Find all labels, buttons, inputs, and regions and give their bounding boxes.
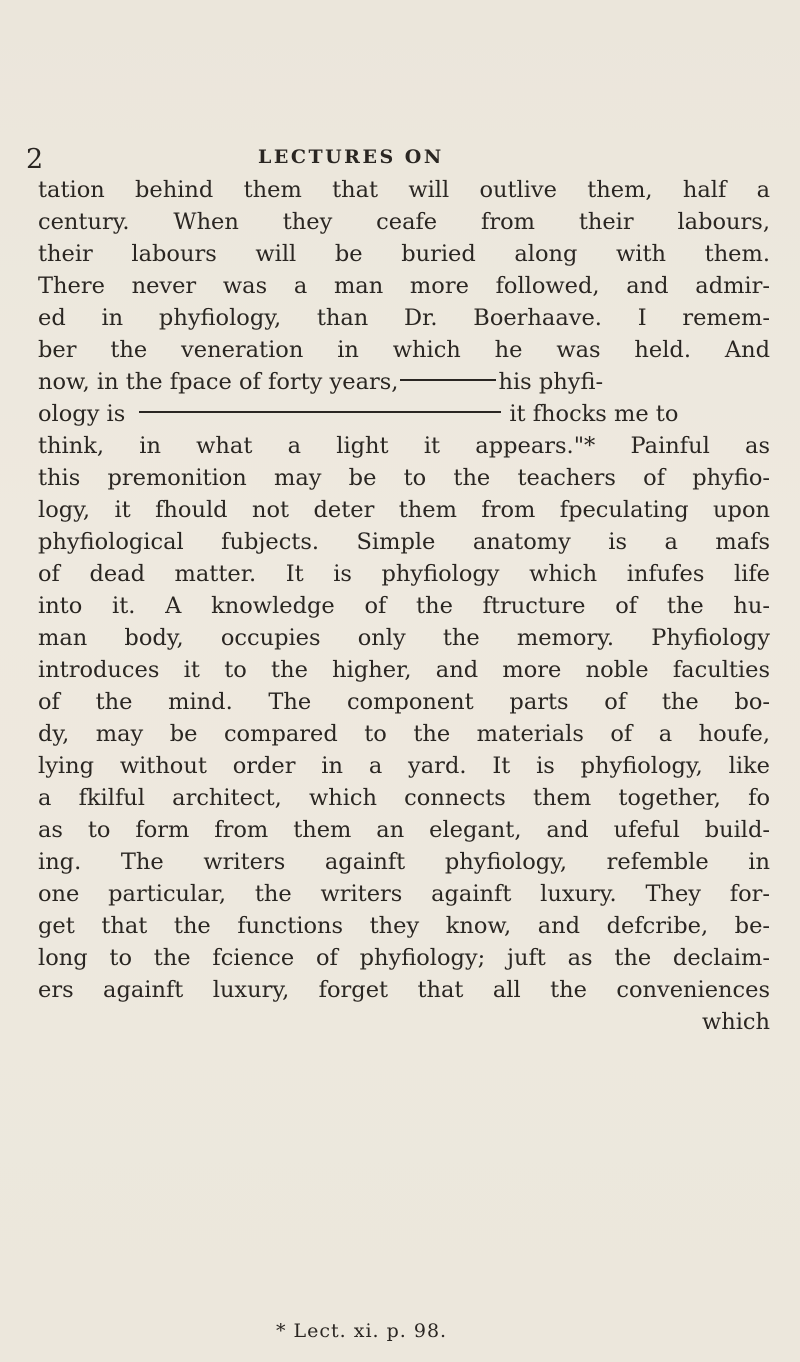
dash-line-after: it fhocks me to — [509, 401, 679, 427]
running-head — [0, 144, 800, 174]
text-line: ed in phyfiology, than Dr. Boerhaave. I remem- — [38, 305, 770, 331]
text-line: century. When they ceafe from their labours, — [38, 209, 770, 235]
text-line: lying without order in a yard. It is phyfiology, like — [38, 753, 770, 779]
text-line: this premonition may be to the teachers of phyfio- — [38, 465, 770, 491]
text-line: one particular, the writers againft luxury. They for- — [38, 881, 770, 907]
text-line: phyfiological fubjects. Simple anatomy is a mafs — [38, 529, 770, 555]
text-line: of the mind. The component parts of the bo- — [38, 689, 770, 715]
body-text — [38, 174, 770, 1038]
text-line: ers againft luxury, forget that all the conveniences — [38, 977, 770, 1003]
running-title: LECTURES ON — [258, 146, 444, 168]
footnote: * Lect. xi. p. 98. — [276, 1320, 448, 1342]
em-dash-rule — [400, 379, 496, 381]
text-line: a fkilful architect, which connects them together, fo — [38, 785, 770, 811]
text-line: There never was a man more followed, and admir- — [38, 273, 770, 299]
dash-line-before: ology is — [38, 401, 126, 427]
page-number: 2 — [26, 144, 44, 175]
text-line: dy, may be compared to the materials of a houfe, — [38, 721, 770, 747]
text-line: man body, occupies only the memory. Phyfiology — [38, 625, 770, 651]
text-line: long to the fcience of phyfiology; juft as the declaim- — [38, 945, 770, 971]
dash-line-after: his phyfi- — [498, 369, 604, 395]
text-line: logy, it fhould not deter them from fpeculating upon — [38, 497, 770, 523]
text-line: as to form from them an elegant, and ufeful build- — [38, 817, 770, 843]
text-line-with-dash — [38, 398, 770, 430]
text-line-with-dash — [38, 366, 770, 398]
dash-line-before: now, in the fpace of forty years, — [38, 369, 399, 395]
text-line: introduces it to the higher, and more noble faculties — [38, 657, 770, 683]
text-line: get that the functions they know, and defcribe, be- — [38, 913, 770, 939]
em-dash-rule — [139, 411, 501, 413]
text-line: ber the veneration in which he was held. And — [38, 337, 770, 363]
text-line: their labours will be buried along with them. — [38, 241, 770, 267]
text-line: into it. A knowledge of the ftructure of the hu- — [38, 593, 770, 619]
text-line: ing. The writers againft phyfiology, refemble in — [38, 849, 770, 875]
catchword: which — [701, 1009, 770, 1035]
text-line: think, in what a light it appears."* Painful as — [38, 433, 770, 459]
text-line: tation behind them that will outlive them, half a — [38, 177, 770, 203]
text-line: of dead matter. It is phyfiology which infufes life — [38, 561, 770, 587]
